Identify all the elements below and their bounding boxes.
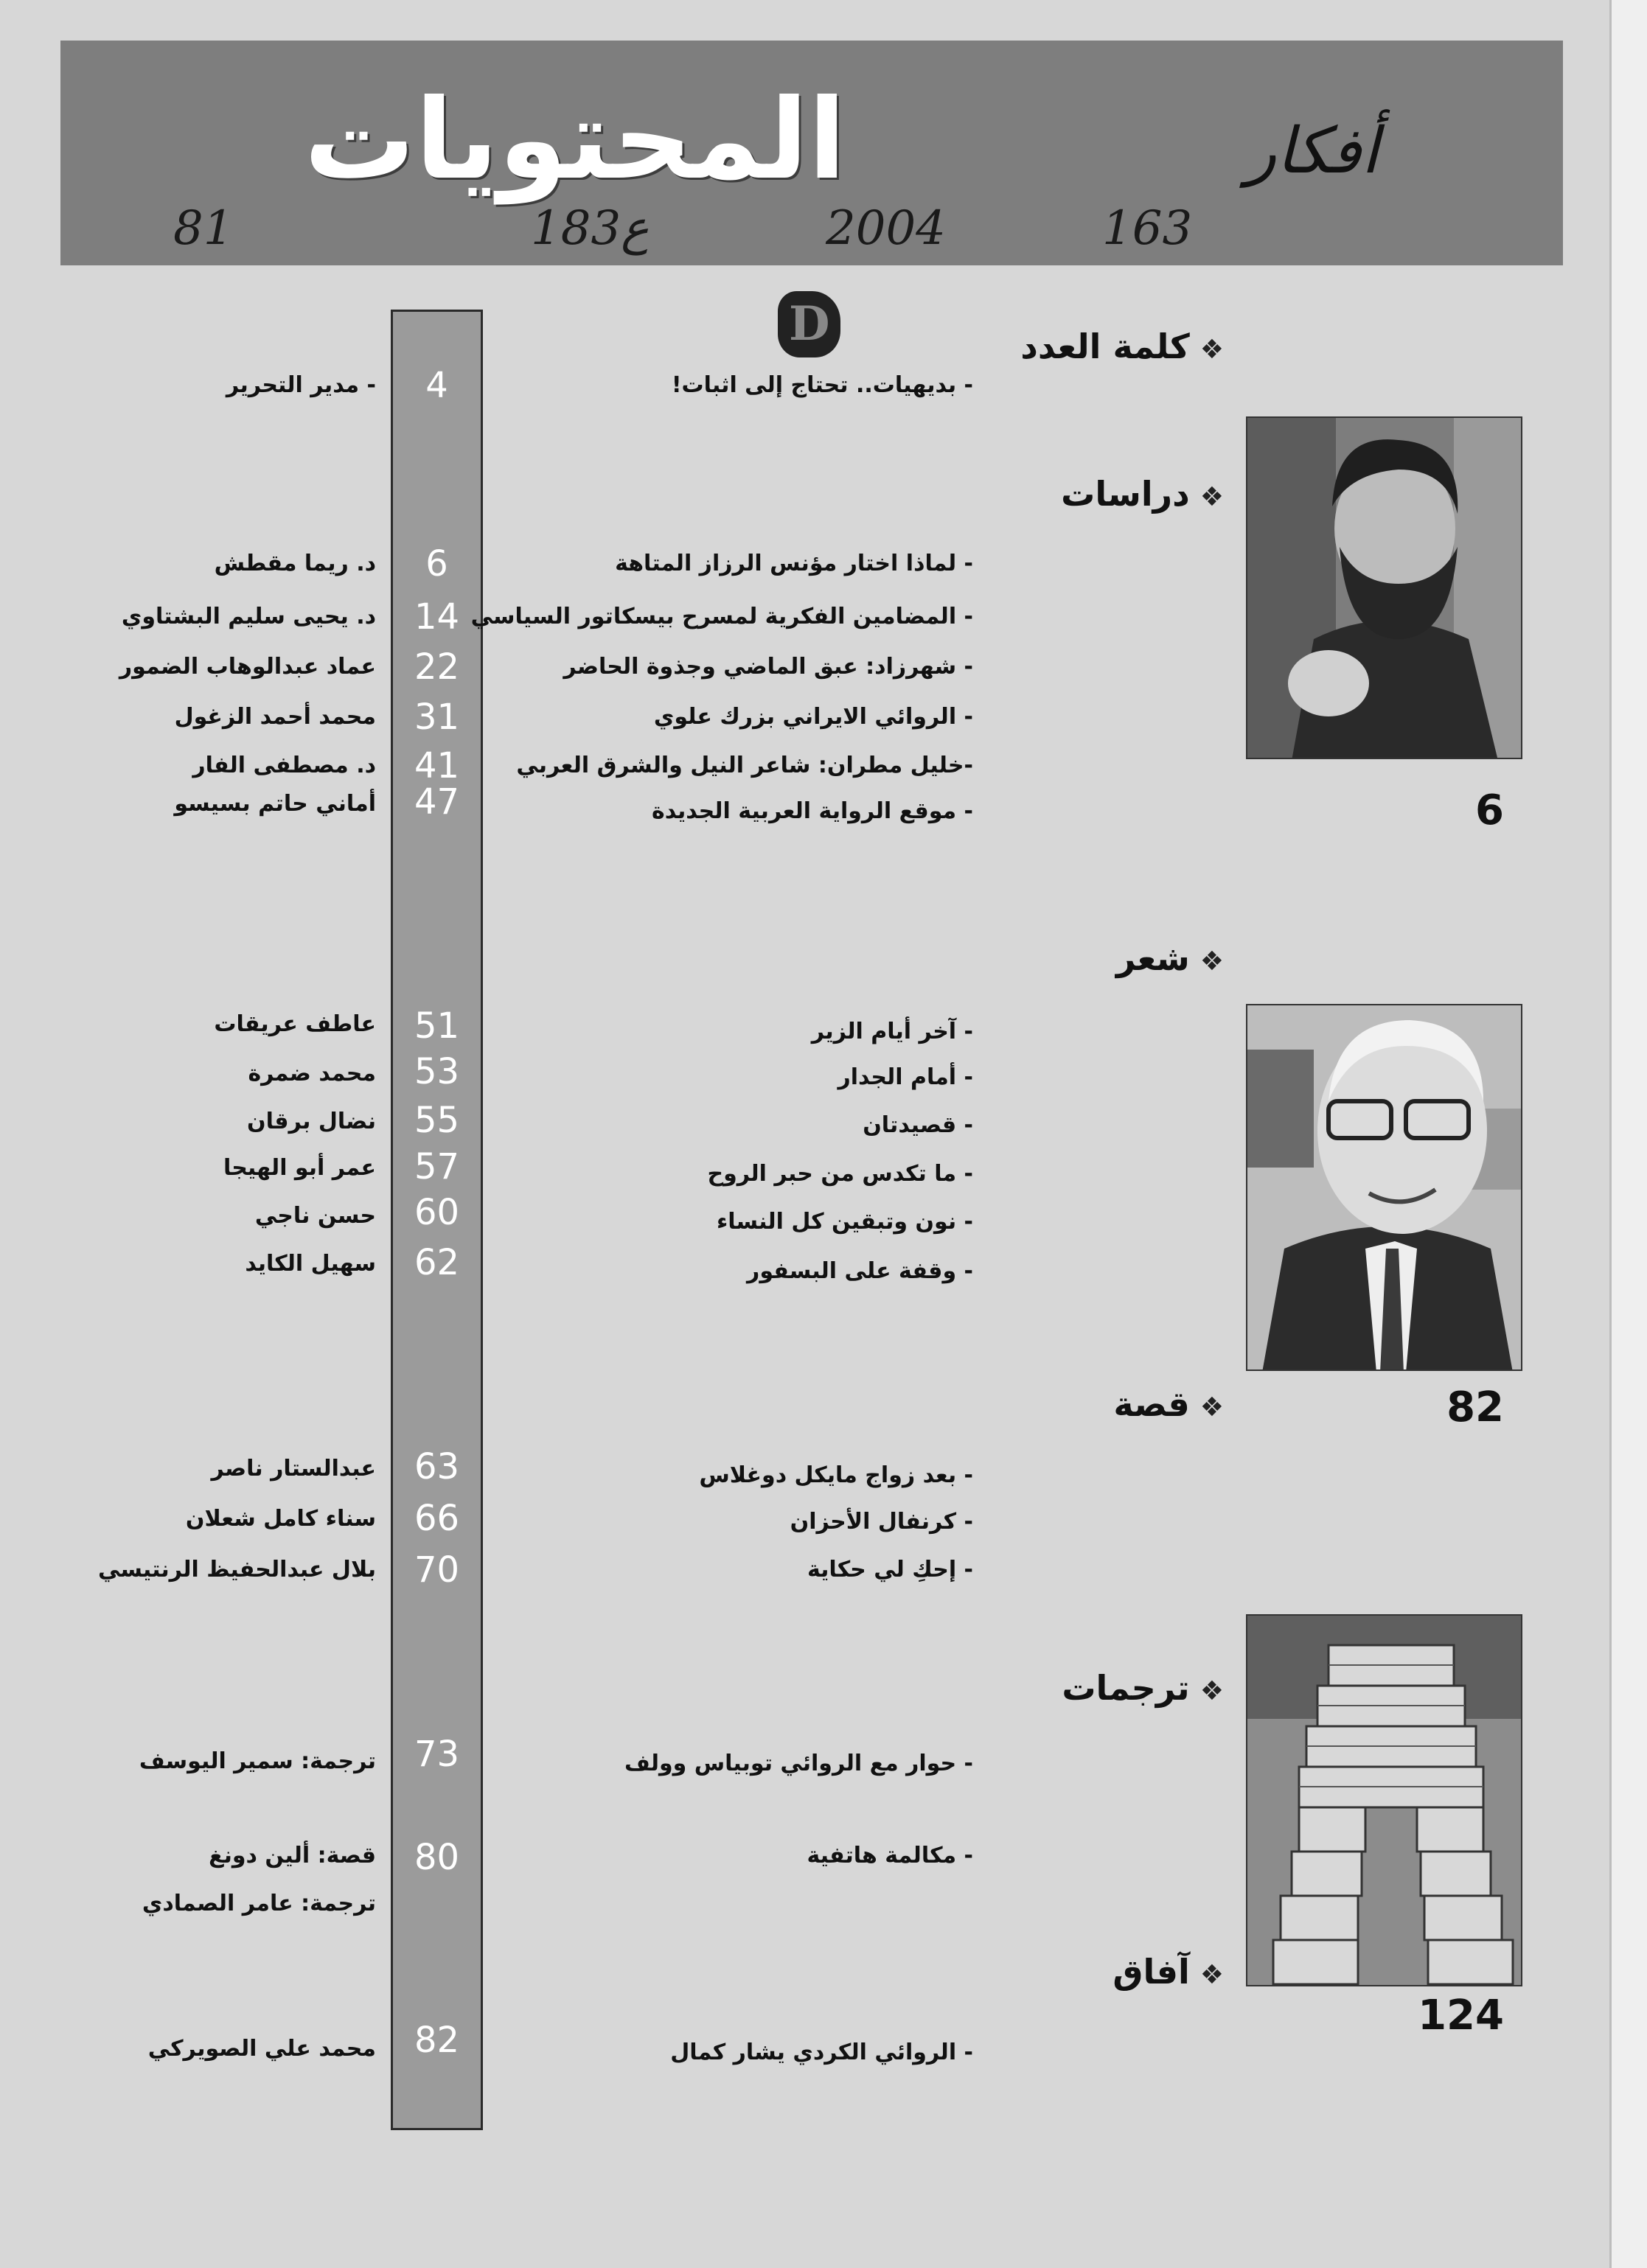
entry-title: - ما تكدس من حبر الروح — [707, 1161, 973, 1187]
entry-title: -خليل مطران: شاعر النيل والشرق العربي — [516, 753, 973, 778]
bullet-star-icon: ❖ — [1199, 946, 1224, 977]
section-label: آفاق — [1112, 1952, 1190, 1992]
entry-author: قصة: ألين دونغ — [209, 1843, 376, 1869]
photo-page-number: 124 — [1418, 1992, 1504, 2040]
entry-author: د. مصطفى الفار — [192, 753, 376, 778]
bullet-star-icon: ❖ — [1199, 1392, 1224, 1423]
entry-title: - وقفة على البسفور — [747, 1258, 973, 1284]
entry-title: - بعد زواج مايكل دوغلاس — [699, 1462, 973, 1488]
entry-page: 62 — [414, 1242, 460, 1283]
entry-author: سناء كامل شعلان — [185, 1506, 376, 1532]
handwritten-issue-code: 163 — [1102, 201, 1193, 256]
entry-title: - حوار مع الروائي توبياس وولف — [624, 1751, 973, 1776]
entry-title: - المضامين الفكرية لمسرح بيسكاتور السياسي — [470, 604, 973, 629]
bullet-star-icon: ❖ — [1199, 335, 1224, 365]
portrait-bearded-man-image — [1247, 418, 1522, 759]
entry-author: حسن ناجي — [254, 1203, 376, 1229]
sculpture-image — [1247, 1616, 1522, 1986]
entry-page: 53 — [414, 1051, 460, 1092]
entry-author: بلال عبدالحفيظ الرنتيسي — [97, 1557, 376, 1583]
entry-title: - الروائي الايراني بزرك علوي — [653, 704, 973, 730]
ink-stamp — [778, 291, 840, 357]
entry-author: عمر أبو الهيجا — [223, 1155, 376, 1181]
entry-page: 80 — [414, 1837, 460, 1878]
section-translations — [981, 1666, 1224, 1714]
entry-page: 70 — [414, 1549, 460, 1591]
photo-sculpture — [1246, 1614, 1522, 1986]
photo-portrait-1 — [1246, 416, 1522, 759]
entry-title: - كرنفال الأحزان — [790, 1509, 973, 1535]
entry-title: - إحكِ لي حكاية — [807, 1557, 973, 1583]
bullet-star-icon: ❖ — [1199, 482, 1224, 512]
section-story — [981, 1382, 1224, 1430]
handwritten-year: 2004 — [826, 201, 946, 256]
entry-page: 47 — [414, 781, 460, 823]
section-label: ترجمات — [1062, 1668, 1190, 1708]
entry-page: 6 — [425, 543, 448, 585]
entry-author: عاطف عريقات — [214, 1011, 376, 1037]
entry-page: 41 — [414, 745, 460, 786]
entry-author-secondary: ترجمة: عامر الصمادي — [142, 1891, 376, 1916]
entry-page: 22 — [414, 646, 460, 688]
section-label: كلمة العدد — [1020, 327, 1190, 366]
entry-page: 66 — [414, 1498, 460, 1539]
entry-page: 63 — [414, 1446, 460, 1487]
entry-title: - الروائي الكردي يشار كمال — [670, 2040, 973, 2065]
portrait-elderly-man-image — [1247, 1005, 1522, 1371]
entry-author: نضال برقان — [246, 1109, 376, 1134]
entry-page: 51 — [414, 1005, 460, 1047]
bullet-star-icon: ❖ — [1199, 1676, 1224, 1706]
photo-page-number: 82 — [1446, 1384, 1504, 1431]
entry-author: ترجمة: سمير اليوسف — [139, 1748, 376, 1774]
entry-author: محمد علي الصويركي — [147, 2036, 376, 2062]
entry-author: د. ريما مقطش — [214, 551, 376, 576]
handwritten-mark: 81 — [173, 201, 234, 256]
magazine-logo: أفكار — [1245, 114, 1379, 188]
stamp-letter: D — [789, 296, 830, 352]
entry-title: - شهرزاد: عبق الماضي وجذوة الحاضر — [563, 654, 973, 680]
entry-title: - بديهيات.. تحتاج إلى اثبات! — [671, 372, 973, 398]
page-edge — [1609, 0, 1647, 2268]
section-horizons — [981, 1950, 1224, 1997]
entry-page: 55 — [414, 1100, 460, 1141]
entry-title: - مكالمة هاتفية — [807, 1843, 973, 1869]
entry-title: - آخر أيام الزير — [811, 1019, 973, 1044]
entry-page: 73 — [414, 1734, 460, 1775]
entry-title: - قصيدتان — [863, 1112, 973, 1138]
entry-page: 31 — [414, 697, 460, 738]
entry-author: عماد عبدالوهاب الضمور — [119, 654, 376, 680]
entry-title: - لماذا اختار مؤنس الرزاز المتاهة — [615, 551, 973, 576]
entry-author: محمد ضمرة — [248, 1061, 376, 1086]
entry-title: - أمام الجدار — [838, 1064, 973, 1090]
section-editorial — [981, 324, 1224, 372]
entry-author: د. يحيى سليم البشتاوي — [121, 604, 376, 629]
entry-page: 60 — [414, 1192, 460, 1233]
entry-title: - نون وتبقين كل النساء — [716, 1209, 973, 1235]
photo-page-number: 6 — [1475, 786, 1504, 834]
entry-title: - موقع الرواية العربية الجديدة — [652, 798, 973, 824]
section-studies — [981, 472, 1224, 520]
entry-author: أماني حاتم بسيسو — [174, 791, 376, 817]
section-label: دراسات — [1061, 474, 1190, 514]
entry-author: سهيل الكايد — [245, 1251, 376, 1277]
handwritten-number: 183ع — [531, 201, 650, 256]
section-label: شعر — [1115, 938, 1190, 978]
page-title: المحتويات — [304, 76, 846, 204]
entry-author: عبدالستار ناصر — [211, 1456, 376, 1482]
entry-author: محمد أحمد الزغول — [174, 704, 376, 730]
entry-page: 57 — [414, 1146, 460, 1187]
section-label: قصة — [1113, 1384, 1190, 1424]
entry-page: 82 — [414, 2020, 460, 2061]
entry-author: - مدير التحرير — [226, 372, 376, 398]
photo-portrait-2 — [1246, 1004, 1522, 1371]
entry-page: 14 — [414, 596, 460, 638]
bullet-star-icon: ❖ — [1199, 1960, 1224, 1990]
section-poetry — [981, 936, 1224, 984]
entry-page: 4 — [425, 365, 448, 406]
